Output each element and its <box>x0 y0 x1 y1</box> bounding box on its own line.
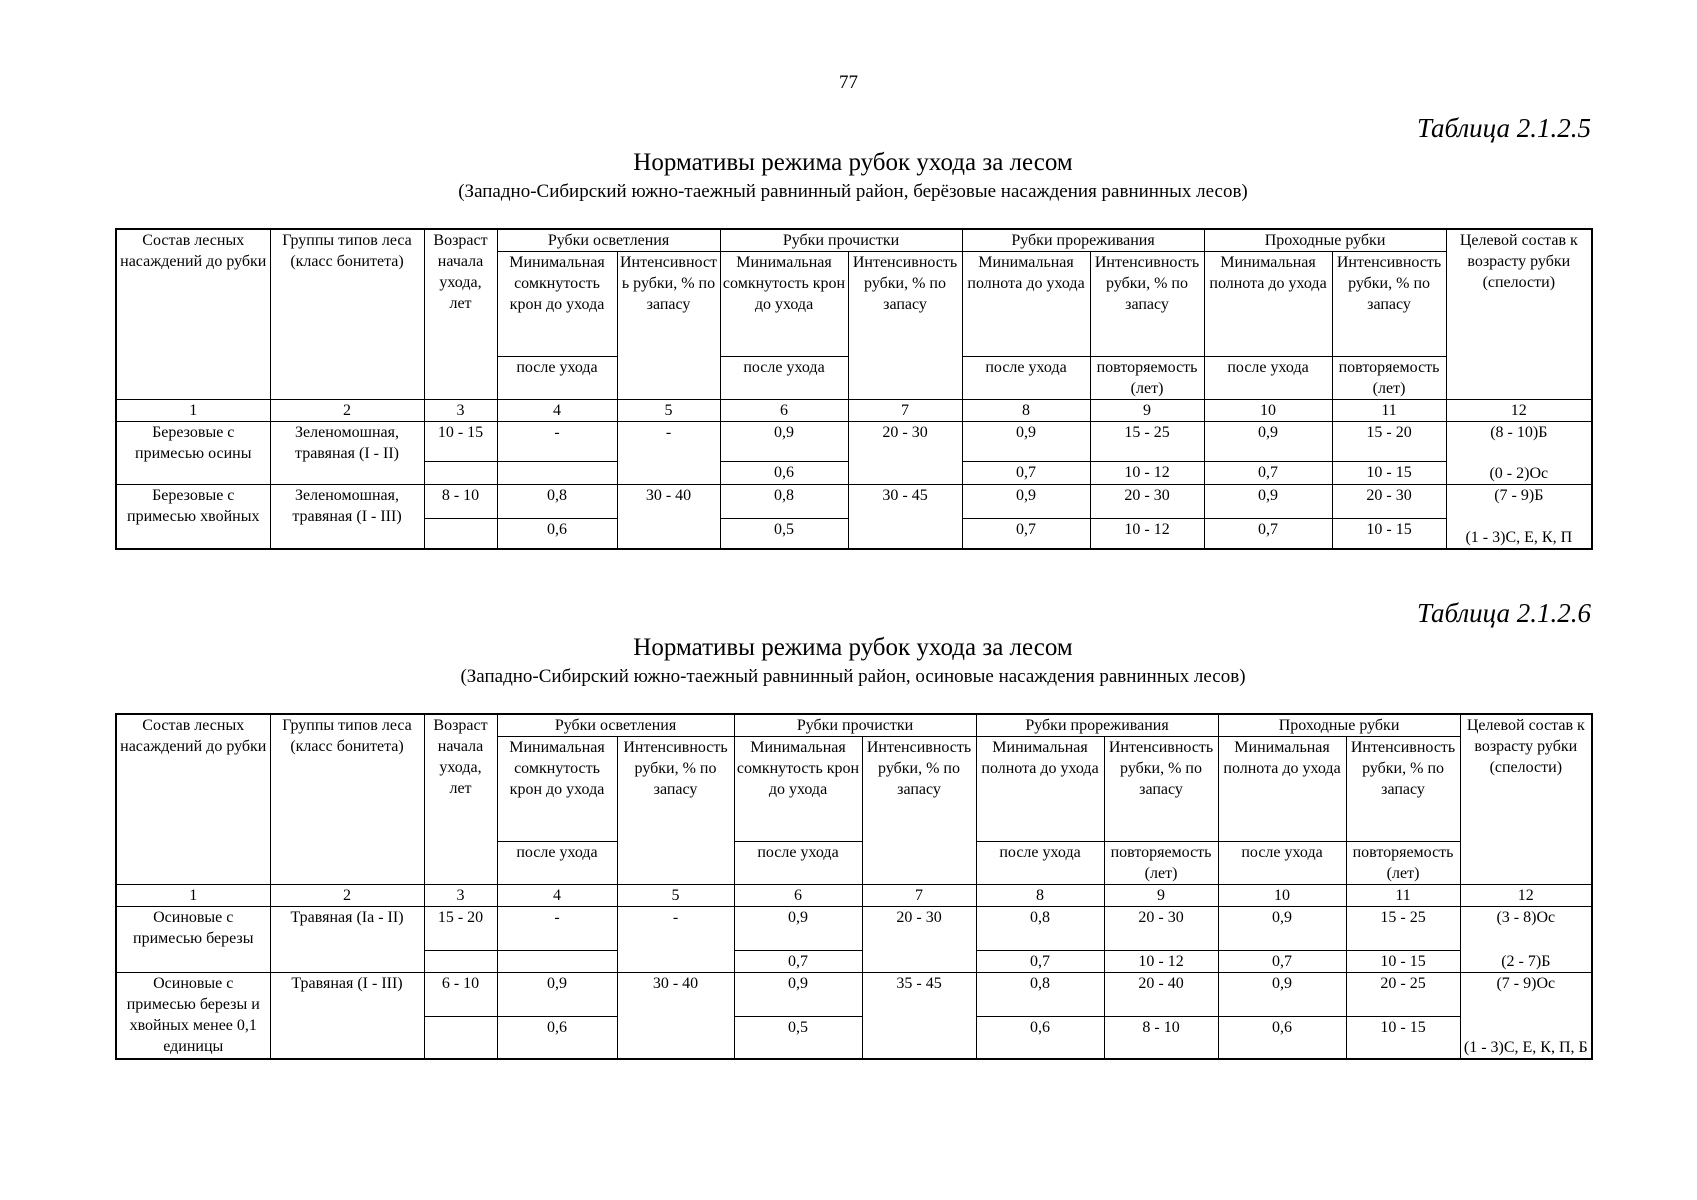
header-min-density: Минимальная сомкнутость крон до ухода <box>497 252 617 357</box>
row-forest-type: Травяная (I - III) <box>270 973 424 1059</box>
table-row <box>116 973 1592 1017</box>
table-number: Таблица 2.1.2.6 <box>1416 598 1591 628</box>
column-number: 6 <box>720 400 848 422</box>
row-value: 0,6 <box>1218 1017 1346 1059</box>
header-composition: Состав лесных насаждений до рубки <box>116 714 270 885</box>
header-repeatability: повторяемость (лет) <box>1104 842 1218 885</box>
row-composition: Березовые с примесью осины <box>116 422 270 485</box>
row-value: - <box>617 907 734 973</box>
row-target: (2 - 7)Б <box>1460 951 1592 973</box>
header-group-passing: Проходные рубки <box>1204 229 1446 252</box>
column-number: 8 <box>962 400 1090 422</box>
row-value: 0,9 <box>962 422 1090 462</box>
row-value: 0,9 <box>720 422 848 462</box>
row-value: - <box>497 907 617 951</box>
page-number: 77 <box>839 72 858 93</box>
row-age: 6 - 10 <box>424 973 497 1017</box>
column-number: 4 <box>497 885 617 907</box>
column-number: 3 <box>424 885 497 907</box>
header-min-density: Минимальная сомкнутость крон до ухода <box>497 737 617 842</box>
header-repeatability: повторяемость (лет) <box>1090 357 1204 400</box>
row-value: 15 - 25 <box>1346 907 1460 951</box>
row-value: 20 - 30 <box>1104 907 1218 951</box>
header-repeatability: повторяемость (лет) <box>1332 357 1446 400</box>
row-value: 0,8 <box>497 485 617 519</box>
row-value: 0,7 <box>1218 951 1346 973</box>
table-title: Нормативы режима рубок ухода за лесом <box>633 634 1073 661</box>
column-number: 12 <box>1446 400 1592 422</box>
row-target: (7 - 9)Б <box>1446 485 1592 519</box>
table-block-2 <box>115 595 1591 1060</box>
row-value: 30 - 40 <box>617 485 720 549</box>
column-number: 1 <box>116 400 270 422</box>
header-min-fullness: Минимальная полнота до ухода <box>1218 737 1346 842</box>
row-target: (0 - 2)Ос <box>1446 462 1592 485</box>
row-age <box>424 519 497 549</box>
column-number: 8 <box>976 885 1104 907</box>
header-repeatability: повторяемость (лет) <box>1346 842 1460 885</box>
row-value: 20 - 40 <box>1104 973 1218 1017</box>
header-after-care: после ухода <box>734 842 862 885</box>
header-after-care: после ухода <box>962 357 1090 400</box>
table-number: Таблица 2.1.2.5 <box>1416 113 1591 143</box>
header-intensity: Интенсивность рубки, % по запасу <box>862 737 976 885</box>
column-number: 2 <box>270 885 424 907</box>
row-value: 0,9 <box>1218 907 1346 951</box>
row-value: 20 - 30 <box>1090 485 1204 519</box>
header-target: Целевой состав к возрасту рубки (спелости) <box>1446 229 1592 400</box>
row-age: 15 - 20 <box>424 907 497 951</box>
column-number: 9 <box>1090 400 1204 422</box>
column-number: 3 <box>424 400 497 422</box>
row-value: 10 - 12 <box>1090 519 1204 549</box>
table-subtitle: (Западно-Сибирский южно-таежный равнинный район, осиновые насаждения равнинных лесов) <box>460 666 1246 687</box>
header-after-care: после ухода <box>497 357 617 400</box>
table-row <box>116 485 1592 519</box>
row-target: (7 - 9)Ос <box>1460 973 1592 1017</box>
row-value: 0,6 <box>976 1017 1104 1059</box>
header-intensity: Интенсивность рубки, % по запасу <box>617 737 734 885</box>
header-group-cleaning: Рубки прочистки <box>734 714 976 737</box>
row-value: 0,7 <box>1204 462 1332 485</box>
column-number: 7 <box>862 885 976 907</box>
row-value: 20 - 30 <box>1332 485 1446 519</box>
row-value: 20 - 25 <box>1346 973 1460 1017</box>
row-value: 0,6 <box>720 462 848 485</box>
header-forest-types: Группы типов леса (класс бонитета) <box>270 714 424 885</box>
row-value: 0,7 <box>734 951 862 973</box>
row-value: 0,9 <box>1204 485 1332 519</box>
header-min-fullness: Минимальная полнота до ухода <box>962 252 1090 357</box>
row-value: 15 - 20 <box>1332 422 1446 462</box>
column-number: 7 <box>848 400 962 422</box>
table-block-1 <box>115 110 1591 550</box>
header-after-care: после ухода <box>976 842 1104 885</box>
row-value: 0,8 <box>720 485 848 519</box>
row-value: 0,5 <box>720 519 848 549</box>
header-group-clearing: Рубки осветления <box>497 229 720 252</box>
header-min-density: Минимальная сомкнутость крон до ухода <box>734 737 862 842</box>
header-min-fullness: Минимальная полнота до ухода <box>1204 252 1332 357</box>
row-target: (3 - 8)Ос <box>1460 907 1592 951</box>
row-value: 0,6 <box>497 519 617 549</box>
row-forest-type: Зеленомошная, травяная (I - III) <box>270 485 424 549</box>
row-age <box>424 1017 497 1059</box>
row-composition: Березовые с примесью хвойных <box>116 485 270 549</box>
row-value: - <box>497 422 617 462</box>
row-target: (1 - 3)С, Е, К, П <box>1446 519 1592 549</box>
row-value: 0,9 <box>734 973 862 1017</box>
row-value: - <box>617 422 720 485</box>
row-value: 0,9 <box>497 973 617 1017</box>
row-value: 0,9 <box>734 907 862 951</box>
column-number: 11 <box>1332 400 1446 422</box>
row-value: 10 - 15 <box>1332 519 1446 549</box>
norms-table <box>115 713 1593 1060</box>
header-intensity: Интенсивность рубки, % по запасу <box>1346 737 1460 842</box>
header-target: Целевой состав к возрасту рубки (спелости) <box>1460 714 1592 885</box>
column-number: 4 <box>497 400 617 422</box>
row-age: 8 - 10 <box>424 485 497 519</box>
header-group-thinning: Рубки прореживания <box>962 229 1204 252</box>
row-value: 0,9 <box>962 485 1090 519</box>
column-number: 1 <box>116 885 270 907</box>
row-value: 30 - 40 <box>617 973 734 1059</box>
row-value: 10 - 15 <box>1346 951 1460 973</box>
row-forest-type: Травяная (Ia - II) <box>270 907 424 973</box>
row-target: (1 - 3)С, Е, К, П, Б <box>1460 1017 1592 1059</box>
row-value: 0,5 <box>734 1017 862 1059</box>
header-forest-types: Группы типов леса (класс бонитета) <box>270 229 424 400</box>
header-group-clearing: Рубки осветления <box>497 714 734 737</box>
header-after-care: после ухода <box>720 357 848 400</box>
table-title: Нормативы режима рубок ухода за лесом <box>633 149 1073 176</box>
row-value: 20 - 30 <box>848 422 962 485</box>
header-group-thinning: Рубки прореживания <box>976 714 1218 737</box>
header-after-care: после ухода <box>497 842 617 885</box>
header-group-passing: Проходные рубки <box>1218 714 1460 737</box>
column-number: 9 <box>1104 885 1218 907</box>
header-intensity: Интенсивность рубки, % по запасу <box>1332 252 1446 357</box>
column-number: 12 <box>1460 885 1592 907</box>
column-number: 5 <box>617 400 720 422</box>
header-composition: Состав лесных насаждений до рубки <box>116 229 270 400</box>
header-group-cleaning: Рубки прочистки <box>720 229 962 252</box>
row-value: 0,8 <box>976 907 1104 951</box>
row-value: 20 - 30 <box>862 907 976 973</box>
row-value: 0,9 <box>1218 973 1346 1017</box>
column-numbers-row <box>116 885 1592 907</box>
header-min-density: Минимальная сомкнутость крон до ухода <box>720 252 848 357</box>
row-value: 0,7 <box>976 951 1104 973</box>
header-start-age: Возраст начала ухода, лет <box>424 229 497 400</box>
header-intensity: Интенсивность рубки, % по запасу <box>617 252 720 400</box>
column-number: 5 <box>617 885 734 907</box>
header-intensity: Интенсивность рубки, % по запасу <box>1104 737 1218 842</box>
row-age <box>424 462 497 485</box>
column-number: 6 <box>734 885 862 907</box>
row-value: 10 - 12 <box>1090 462 1204 485</box>
norms-table <box>115 228 1593 550</box>
column-number: 11 <box>1346 885 1460 907</box>
row-value: 35 - 45 <box>862 973 976 1059</box>
table-subtitle: (Западно-Сибирский южно-таежный равнинный район, берёзовые насаждения равнинных лесов) <box>458 181 1248 202</box>
row-value: 0,8 <box>976 973 1104 1017</box>
header-min-fullness: Минимальная полнота до ухода <box>976 737 1104 842</box>
row-forest-type: Зеленомошная, травяная (I - II) <box>270 422 424 485</box>
row-value: 0,7 <box>1204 519 1332 549</box>
table-row <box>116 422 1592 462</box>
table-row <box>116 907 1592 951</box>
row-value: 30 - 45 <box>848 485 962 549</box>
row-value: 10 - 15 <box>1346 1017 1460 1059</box>
row-composition: Осиновые с примесью березы и хвойных менее 0,1 единицы <box>116 973 270 1059</box>
row-value <box>497 951 617 973</box>
row-value <box>497 462 617 485</box>
row-value: 8 - 10 <box>1104 1017 1218 1059</box>
header-start-age: Возраст начала ухода, лет <box>424 714 497 885</box>
row-age <box>424 951 497 973</box>
row-value: 0,7 <box>962 519 1090 549</box>
row-value: 10 - 12 <box>1104 951 1218 973</box>
column-numbers-row <box>116 400 1592 422</box>
header-intensity: Интенсивность рубки, % по запасу <box>1090 252 1204 357</box>
row-composition: Осиновые с примесью березы <box>116 907 270 973</box>
row-value: 0,6 <box>497 1017 617 1059</box>
column-number: 2 <box>270 400 424 422</box>
column-number: 10 <box>1218 885 1346 907</box>
header-after-care: после ухода <box>1204 357 1332 400</box>
header-after-care: после ухода <box>1218 842 1346 885</box>
row-age: 10 - 15 <box>424 422 497 462</box>
row-value: 0,9 <box>1204 422 1332 462</box>
row-value: 15 - 25 <box>1090 422 1204 462</box>
column-number: 10 <box>1204 400 1332 422</box>
header-intensity: Интенсивность рубки, % по запасу <box>848 252 962 400</box>
row-value: 0,7 <box>962 462 1090 485</box>
row-value: 10 - 15 <box>1332 462 1446 485</box>
row-target: (8 - 10)Б <box>1446 422 1592 462</box>
